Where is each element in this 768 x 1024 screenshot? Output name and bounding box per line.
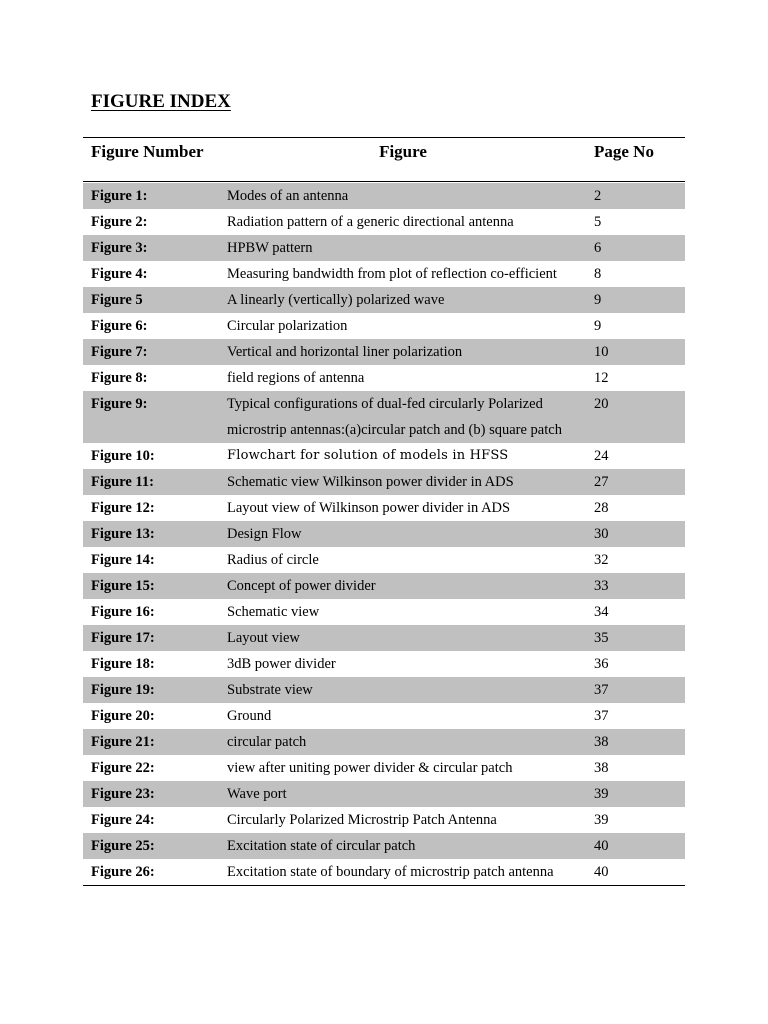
- figure-title-cell: Excitation state of boundary of microstrip patch antenna: [227, 864, 554, 880]
- figure-number-cell: Figure 19:: [91, 682, 155, 698]
- figure-number-cell: Figure 24:: [91, 812, 155, 828]
- table-row: [83, 521, 685, 547]
- page-number-cell: 36: [594, 656, 609, 672]
- figure-title-cell: Radius of circle: [227, 552, 319, 568]
- figure-title-cell: Typical configurations of dual-fed circularly Polarized: [227, 396, 543, 412]
- table-row: [83, 755, 685, 781]
- page-title: FIGURE INDEX: [91, 91, 231, 112]
- table-row: [83, 443, 685, 469]
- figure-title-cell: Radiation pattern of a generic directional antenna: [227, 214, 514, 230]
- page-number-cell: 28: [594, 500, 609, 516]
- figure-title-cell: Flowchart for solution of models in HFSS: [227, 448, 509, 463]
- page-number-cell: 38: [594, 760, 609, 776]
- figure-title-cell: 3dB power divider: [227, 656, 336, 672]
- figure-number-cell: Figure 23:: [91, 786, 155, 802]
- page-number-cell: 37: [594, 682, 609, 698]
- figure-number-cell: Figure 9:: [91, 396, 148, 412]
- table-header: [83, 138, 685, 182]
- table-row: [83, 677, 685, 703]
- figure-title-cell: Layout view of Wilkinson power divider in ADS: [227, 500, 511, 516]
- table-row: [83, 573, 685, 599]
- page-number-cell: 40: [594, 864, 609, 880]
- figure-number-cell: Figure 18:: [91, 656, 155, 672]
- page-number-cell: 33: [594, 578, 609, 594]
- figure-title-cell: A linearly (vertically) polarized wave: [227, 292, 445, 308]
- figure-number-cell: Figure 14:: [91, 552, 155, 568]
- table-row: [83, 651, 685, 677]
- page-number-cell: 5: [594, 214, 602, 230]
- figure-number-cell: Figure 20:: [91, 708, 155, 724]
- figure-number-cell: Figure 11:: [91, 474, 154, 490]
- figure-title-cell: Concept of power divider: [227, 578, 376, 594]
- figure-title-cell: Circular polarization: [227, 318, 348, 334]
- table-row: [83, 339, 685, 365]
- table-row: [83, 495, 685, 521]
- figure-number-cell: Figure 17:: [91, 630, 155, 646]
- figure-title-cell: circular patch: [227, 734, 307, 750]
- figure-title-cell: Wave port: [227, 786, 287, 802]
- figure-title-cell: Substrate view: [227, 682, 313, 698]
- figure-title-cell: Vertical and horizontal liner polarization: [227, 344, 463, 360]
- table-row: [83, 391, 685, 443]
- header-figure: Figure: [379, 142, 427, 161]
- table-row: [83, 235, 685, 261]
- figure-number-cell: Figure 13:: [91, 526, 155, 542]
- table-row: [83, 261, 685, 287]
- table-row: [83, 781, 685, 807]
- header-page-no: Page No: [594, 142, 654, 161]
- page-number-cell: 38: [594, 734, 609, 750]
- table-row: [83, 729, 685, 755]
- figure-number-cell: Figure 16:: [91, 604, 155, 620]
- page-number-cell: 2: [594, 188, 602, 204]
- figure-number-cell: Figure 22:: [91, 760, 155, 776]
- table-row: [83, 833, 685, 859]
- page-number-cell: 32: [594, 552, 609, 568]
- page-number-cell: 39: [594, 812, 609, 828]
- page-number-cell: 40: [594, 838, 609, 854]
- figure-title-cell-continued: microstrip antennas:(a)circular patch and (b) square patch: [227, 422, 562, 438]
- figure-title-cell: Schematic view Wilkinson power divider in ADS: [227, 474, 514, 490]
- figure-title-cell: Measuring bandwidth from plot of reflection co-efficient: [227, 266, 557, 282]
- figure-number-cell: Figure 6:: [91, 318, 148, 334]
- figure-number-cell: Figure 2:: [91, 214, 148, 230]
- page-number-cell: 20: [594, 396, 609, 412]
- figure-title-cell: Excitation state of circular patch: [227, 838, 416, 854]
- table-body: [83, 183, 685, 885]
- header-figure-number: Figure Number: [91, 142, 204, 161]
- page-number-cell: 10: [594, 344, 609, 360]
- figure-number-cell: Figure 26:: [91, 864, 155, 880]
- figure-number-cell: Figure 25:: [91, 838, 155, 854]
- figure-title-cell: field regions of antenna: [227, 370, 365, 386]
- figure-title-cell: Ground: [227, 708, 272, 724]
- table-row: [83, 807, 685, 833]
- table-row: [83, 703, 685, 729]
- figure-title-cell: view after uniting power divider & circular patch: [227, 760, 513, 776]
- table-row: [83, 469, 685, 495]
- figure-title-cell: Modes of an antenna: [227, 188, 349, 204]
- figure-number-cell: Figure 21:: [91, 734, 155, 750]
- figure-number-cell: Figure 12:: [91, 500, 155, 516]
- table-row: [83, 313, 685, 339]
- page-number-cell: 24: [594, 448, 609, 464]
- figure-number-cell: Figure 7:: [91, 344, 148, 360]
- table-row: [83, 859, 685, 885]
- figure-title-cell: HPBW pattern: [227, 240, 313, 256]
- table-row: [83, 209, 685, 235]
- figure-title-cell: Circularly Polarized Microstrip Patch Antenna: [227, 812, 497, 828]
- table-row: [83, 625, 685, 651]
- figure-number-cell: Figure 10:: [91, 448, 155, 464]
- page-number-cell: 8: [594, 266, 602, 282]
- table-row: [83, 547, 685, 573]
- figure-index-table: [83, 137, 685, 886]
- page-number-cell: 6: [594, 240, 602, 256]
- figure-title-cell: Schematic view: [227, 604, 320, 620]
- page-number-cell: 30: [594, 526, 609, 542]
- figure-number-cell: Figure 5: [91, 292, 143, 308]
- page-number-cell: 34: [594, 604, 609, 620]
- page-number-cell: 27: [594, 474, 609, 490]
- page-number-cell: 9: [594, 292, 602, 308]
- figure-number-cell: Figure 1:: [91, 188, 148, 204]
- page-number-cell: 37: [594, 708, 609, 724]
- table-row: [83, 365, 685, 391]
- table-row: [83, 599, 685, 625]
- figure-number-cell: Figure 4:: [91, 266, 148, 282]
- figure-number-cell: Figure 8:: [91, 370, 148, 386]
- table-row: [83, 287, 685, 313]
- figure-number-cell: Figure 15:: [91, 578, 155, 594]
- figure-title-cell: Design Flow: [227, 526, 302, 542]
- page-number-cell: 12: [594, 370, 609, 386]
- figure-title-cell: Layout view: [227, 630, 300, 646]
- page-number-cell: 39: [594, 786, 609, 802]
- page-number-cell: 35: [594, 630, 609, 646]
- figure-number-cell: Figure 3:: [91, 240, 148, 256]
- table-row: [83, 183, 685, 209]
- page-number-cell: 9: [594, 318, 602, 334]
